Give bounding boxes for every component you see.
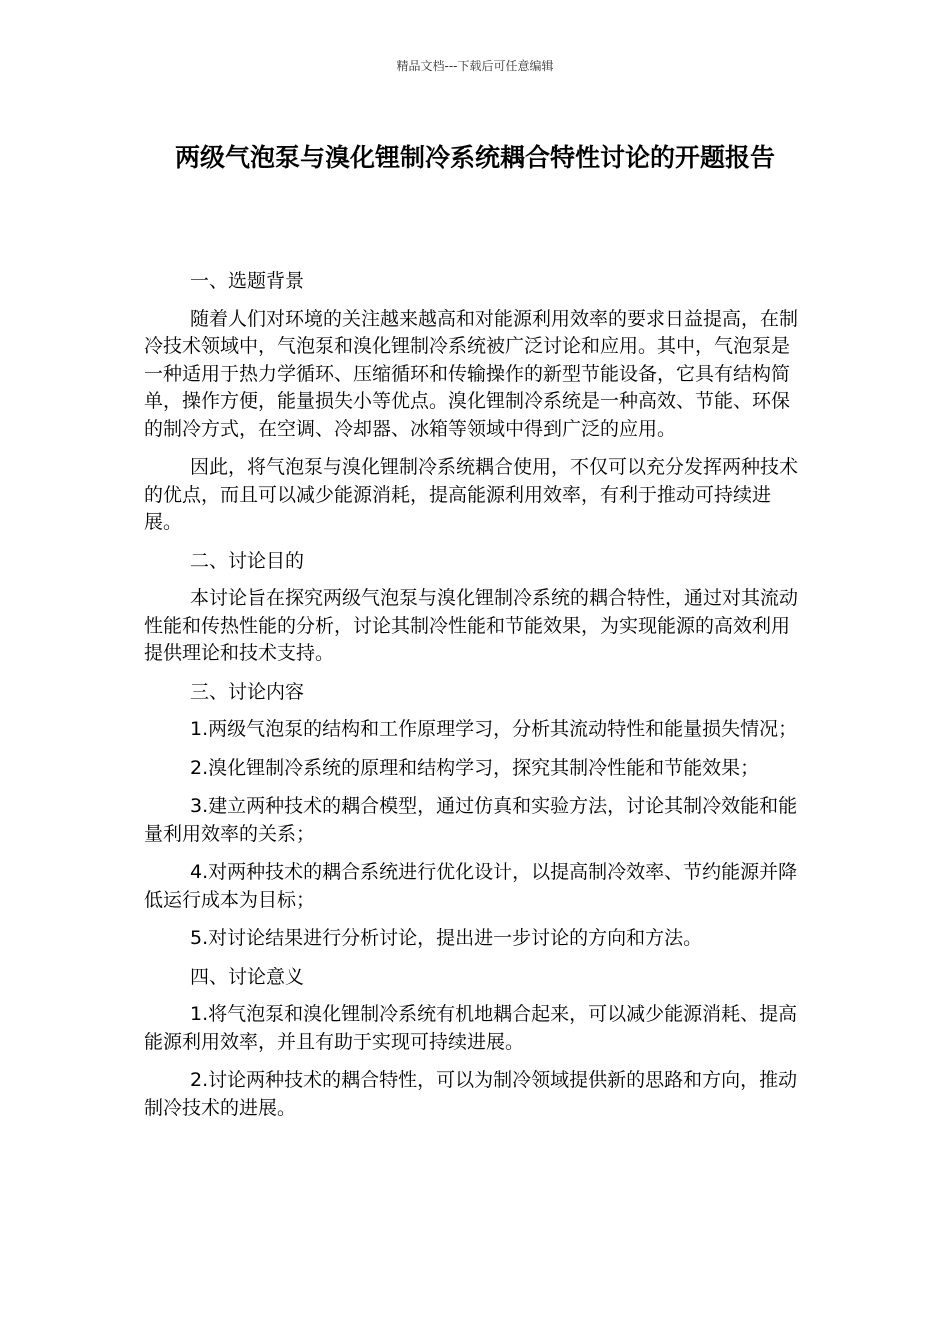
paragraph: 因此，将气泡泵与溴化锂制冷系统耦合使用，不仅可以充分发挥两种技术的优点，而且可以减少能源消耗，提高能源利用效率，有利于推动可持续进展。 [144,456,799,533]
section-heading-purpose: 二、讨论目的 [190,549,305,572]
header-note: 精品文档---下载后可任意编辑 [396,59,554,73]
list-item: 4.对两种技术的耦合系统进行优化设计，以提高制冷效率、节约能源并降低运行成本为目标； [144,861,798,911]
section-heading-content: 三、讨论内容 [190,680,305,703]
section-heading-background: 一、选题背景 [190,270,305,292]
list-item: 1.将气泡泵和溴化锂制冷系统有机地耦合起来，可以减少能源消耗、提高能源利用效率，并且有助于实现可持续进展。 [144,1003,798,1053]
list-item: 3.建立两种技术的耦合模型，通过仿真和实验方法，讨论其制冷效能和能量利用效率的关系； [144,795,798,845]
document-body [144,268,806,1133]
paragraph: 本讨论旨在探究两级气泡泵与溴化锂制冷系统的耦合特性，通过对其流动性能和传热性能的分析，讨论其制冷性能和节能效果，为实现能源的高效利用提供理论和技术支持。 [144,587,799,664]
list-item: 2.讨论两种技术的耦合特性，可以为制冷领域提供新的思路和方向，推动制冷技术的进展。 [144,1069,798,1119]
list-item: 5.对讨论结果进行分析讨论，提出进一步讨论的方向和方法。 [190,927,703,949]
section-heading-significance: 四、讨论意义 [190,965,305,988]
document-title: 两级气泡泵与溴化锂制冷系统耦合特性讨论的开题报告 [174,143,775,172]
list-item: 2.溴化锂制冷系统的原理和结构学习，探究其制冷性能和节能效果； [190,756,760,779]
list-item: 1.两级气泡泵的结构和工作原理学习，分析其流动特性和能量损失情况； [190,718,798,740]
paragraph: 随着人们对环境的关注越来越高和对能源利用效率的要求日益提高，在制冷技术领域中，气泡泵和溴化锂制冷系统被广泛讨论和应用。其中，气泡泵是一种适用于热力学循环、压缩循环和传输操作的新型节能设备，它具有结构简单，操作方便，能量损失小等优点。溴化锂制冷系统是一种高效、节能、环保的制冷方式，在空调、冷却器、冰箱等领域中得到广泛的应用。 [144,307,799,440]
